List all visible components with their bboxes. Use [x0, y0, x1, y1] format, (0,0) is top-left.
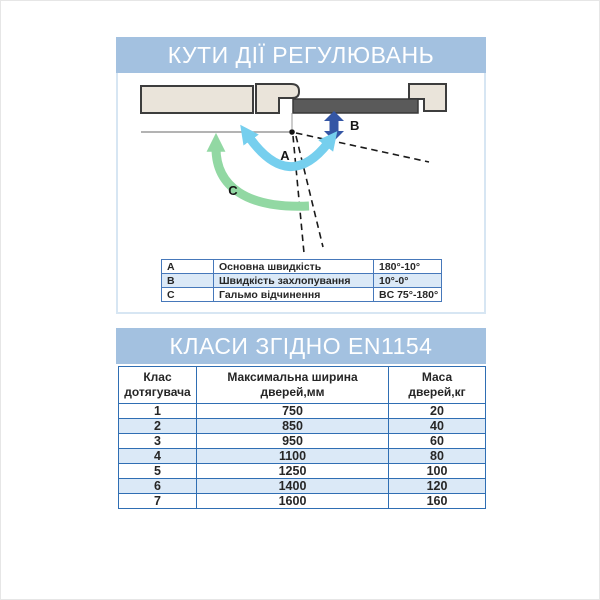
mass-cell: 60 [389, 434, 486, 449]
setting-key: C [162, 288, 214, 302]
table-row [119, 419, 486, 434]
width-cell: 750 [197, 404, 389, 419]
section1-title: КУТИ ДІЇ РЕГУЛЮВАНЬ [167, 41, 435, 68]
header-mass: Маса дверей,кг [389, 367, 486, 404]
class-cell: 4 [119, 449, 197, 464]
mass-cell: 40 [389, 419, 486, 434]
setting-key: A [162, 260, 214, 274]
mass-cell: 120 [389, 479, 486, 494]
table-row [119, 449, 486, 464]
section1-title-bar [116, 37, 486, 73]
swing-line-closed [293, 136, 304, 253]
wall-section-left [141, 86, 253, 113]
class-cell: 1 [119, 404, 197, 419]
label-a: A [280, 148, 290, 163]
setting-name: Гальмо відчинення [214, 288, 374, 302]
setting-key: B [162, 274, 214, 288]
en1154-classes-table [118, 366, 486, 509]
table-row [162, 260, 442, 274]
setting-name: Основна швидкість [214, 260, 374, 274]
class-cell: 3 [119, 434, 197, 449]
table-row [119, 434, 486, 449]
latch-range-arrow-icon [324, 111, 344, 141]
mass-cell: 80 [389, 449, 486, 464]
section2-title-bar [116, 328, 486, 364]
door-leaf [293, 99, 418, 113]
table-row [119, 494, 486, 509]
width-cell: 1600 [197, 494, 389, 509]
class-cell: 2 [119, 419, 197, 434]
header-class: Клас дотягувача [119, 367, 197, 404]
table-row [162, 274, 442, 288]
label-c: C [228, 183, 238, 198]
adjustment-settings-table [161, 259, 442, 302]
width-cell: 950 [197, 434, 389, 449]
table-row [119, 404, 486, 419]
mass-cell: 100 [389, 464, 486, 479]
table-row [119, 464, 486, 479]
class-cell: 5 [119, 464, 197, 479]
setting-value: 10°-0° [374, 274, 442, 288]
pivot-dot [289, 129, 295, 135]
table-header-row [119, 367, 486, 404]
table-row [162, 288, 442, 302]
setting-value: BC 75°-180° [374, 288, 442, 302]
door-closer-angles-diagram [118, 73, 484, 258]
class-cell: 7 [119, 494, 197, 509]
setting-value: 180°-10° [374, 260, 442, 274]
mass-cell: 20 [389, 404, 486, 419]
section2-title: КЛАСИ ЗГІДНО EN1154 [169, 332, 433, 359]
width-cell: 1400 [197, 479, 389, 494]
width-cell: 850 [197, 419, 389, 434]
class-cell: 6 [119, 479, 197, 494]
mass-cell: 160 [389, 494, 486, 509]
header-max-width: Максимальна ширина дверей,мм [197, 367, 389, 404]
width-cell: 1100 [197, 449, 389, 464]
label-b: B [350, 118, 360, 133]
setting-name: Швидкість захлопування [214, 274, 374, 288]
angles-diagram-panel [116, 73, 486, 314]
table-row [119, 479, 486, 494]
width-cell: 1250 [197, 464, 389, 479]
